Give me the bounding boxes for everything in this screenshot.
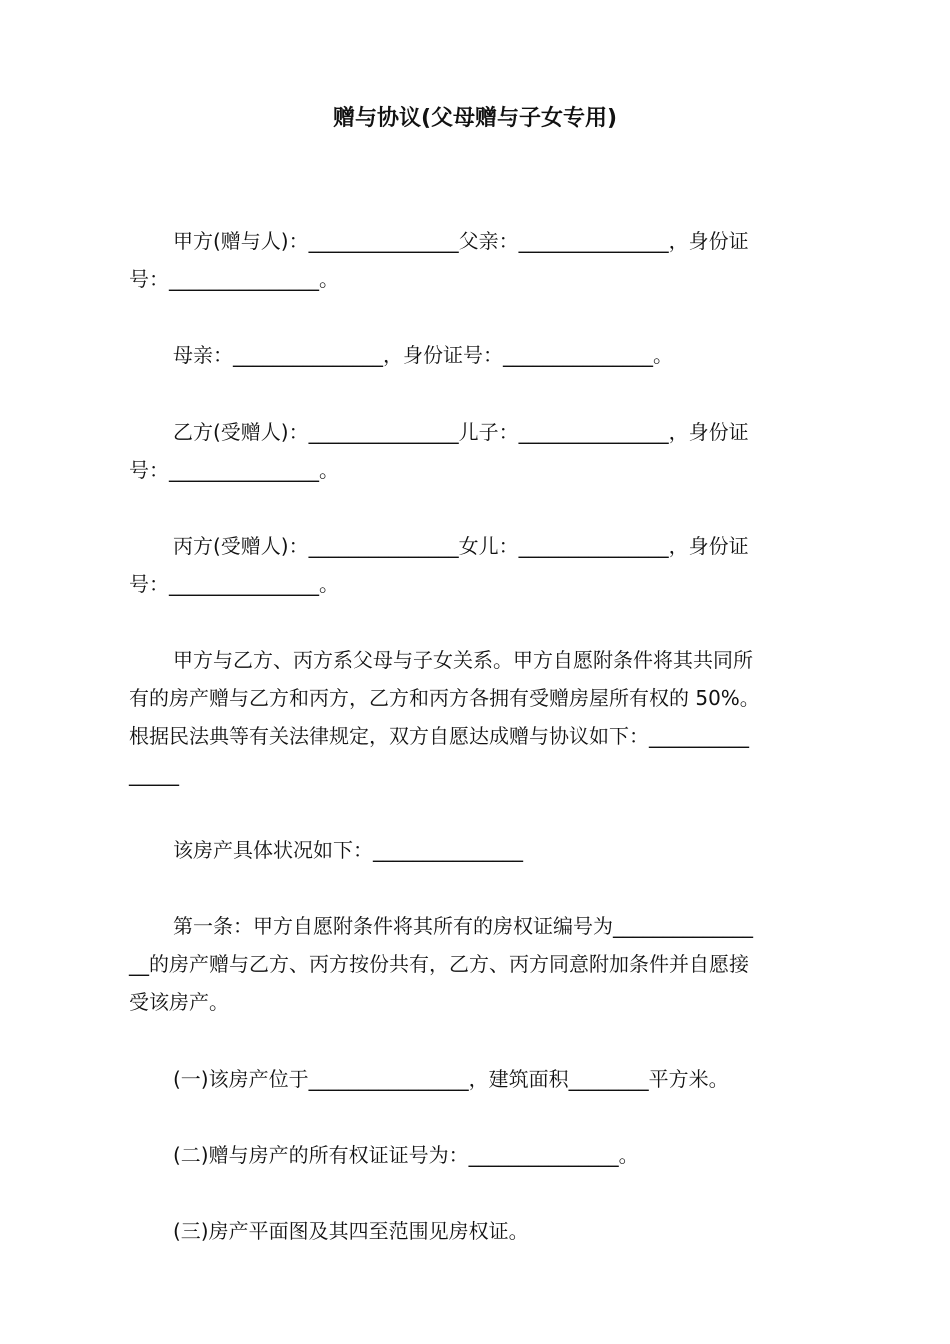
relationship-paragraph-line-2: 有的房产赠与乙方和丙方，乙方和丙方各拥有受赠房屋所有权的 50%。 <box>129 686 760 710</box>
item-one-line: (一)该房产位于________________，建筑面积________平方米。 <box>173 1067 729 1091</box>
party-c-line-2: 号：_______________。 <box>129 572 339 596</box>
property-status-line: 该房产具体状况如下：_______________ <box>173 838 523 862</box>
party-c-line-1: 丙方(受赠人)：_______________女儿：_______________，身份证 <box>173 534 749 558</box>
article-one-line-3: 受该房产。 <box>129 990 229 1014</box>
party-a-line-2: 号：_______________。 <box>129 267 339 291</box>
party-b-line-1: 乙方(受赠人)：_______________儿子：_______________，身份证 <box>173 420 749 444</box>
party-a-line-1: 甲方(赠与人)：_______________父亲：_______________，身份证 <box>173 229 749 253</box>
item-two-line: (二)赠与房产的所有权证证号为：_______________。 <box>173 1143 639 1167</box>
relationship-paragraph-line-3: 根据民法典等有关法律规定，双方自愿达成赠与协议如下：__________ <box>129 724 749 748</box>
party-b-line-2: 号：_______________。 <box>129 458 339 482</box>
relationship-paragraph-line-1: 甲方与乙方、丙方系父母与子女关系。甲方自愿附条件将其共同所 <box>173 648 753 672</box>
mother-line: 母亲：_______________，身份证号：_______________。 <box>173 343 673 367</box>
article-one-line-2: __的房产赠与乙方、丙方按份共有，乙方、丙方同意附加条件并自愿接 <box>129 952 749 976</box>
item-three-line: (三)房产平面图及其四至范围见房权证。 <box>173 1219 529 1243</box>
relationship-paragraph-line-4: _____ <box>129 762 179 786</box>
article-one-line-1: 第一条：甲方自愿附条件将其所有的房权证编号为______________ <box>173 914 753 938</box>
document-title: 赠与协议(父母赠与子女专用) <box>332 106 618 131</box>
